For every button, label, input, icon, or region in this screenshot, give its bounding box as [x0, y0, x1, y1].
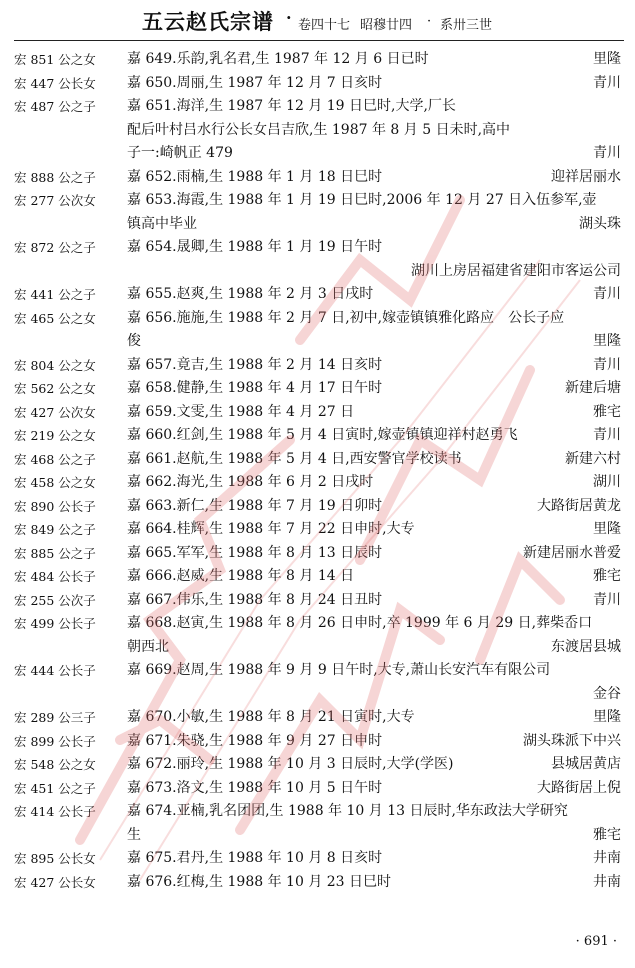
- entry-line: [0, 518, 635, 542]
- entry-line: [0, 636, 635, 660]
- parent-reference: 宏 851 公之女: [14, 52, 96, 67]
- entry-continuation: 子一:崎帆正 479: [127, 145, 233, 161]
- entry-text: 嘉 676.红梅,生 1988 年 10 月 23 日巳时: [127, 873, 392, 890]
- genealogy-entry: [0, 518, 635, 542]
- residence-place: 青川: [593, 356, 621, 373]
- parent-reference: 宏 447 公长女: [14, 75, 96, 91]
- parent-reference: 宏 444 公长子: [14, 663, 96, 678]
- entry-continuation: 俊: [127, 333, 141, 349]
- entry-line: [0, 142, 635, 166]
- genealogy-entry: [0, 448, 635, 472]
- entry-text: 嘉 657.竟吉,生 1988 年 2 月 14 日亥时: [127, 356, 383, 373]
- genealogy-entry: [0, 283, 635, 307]
- page-number: · 691 ·: [575, 934, 617, 949]
- entry-line: [0, 753, 635, 777]
- parent-reference: 宏 427 公长女: [14, 874, 96, 890]
- genealogy-entry: [0, 542, 635, 566]
- genealogy-entry: [0, 48, 635, 72]
- entry-text: 嘉 649.乐韵,乳名君,生 1987 年 12 月 6 日已时: [127, 51, 429, 67]
- entry-line: [0, 307, 635, 331]
- entry-line: [0, 659, 635, 683]
- entry-continuation: 镇高中毕业: [127, 215, 197, 232]
- generation-label: 昭穆廿四: [360, 18, 413, 33]
- genealogy-entry: [0, 565, 635, 589]
- parent-reference: 宏 458 公之女: [14, 475, 96, 490]
- entry-line: [0, 589, 635, 613]
- entry-line: [0, 448, 635, 472]
- residence-place: 雅宅: [593, 403, 621, 420]
- parent-reference: 宏 895 公长女: [14, 851, 96, 866]
- genealogy-entry: [0, 659, 635, 706]
- entry-line: [0, 213, 635, 237]
- entry-line: [0, 72, 635, 96]
- residence-place: 大路街居黄龙: [537, 497, 621, 514]
- entry-text: 嘉 654.晟卿,生 1988 年 1 月 19 日午时: [127, 239, 383, 255]
- residence-place: 湖川上房居福建省建阳市客运公司: [411, 262, 621, 279]
- residence-place: 迎祥居丽水: [551, 168, 621, 185]
- entry-line: [0, 166, 635, 190]
- entry-line: [0, 236, 635, 260]
- entry-continuation: 朝西北: [127, 638, 169, 655]
- residence-place: 大路街居上倪: [537, 779, 621, 796]
- residence-place: 青川: [593, 74, 621, 91]
- genealogy-entry: [0, 471, 635, 495]
- entry-line: [0, 730, 635, 754]
- entry-text: 嘉 651.海洋,生 1987 年 12 月 19 日巳时,大学,厂长: [127, 98, 456, 114]
- entry-text: 嘉 673.洛文,生 1988 年 10 月 5 日午时: [127, 779, 383, 796]
- parent-reference: 宏 888 公之子: [14, 169, 96, 185]
- parent-reference: 宏 804 公之女: [14, 357, 96, 373]
- genealogy-entry: [0, 166, 635, 190]
- genealogy-entry: [0, 847, 635, 871]
- entry-text: 嘉 669.赵周,生 1988 年 9 月 9 日午时,大专,萧山长安汽车有限公司: [127, 662, 551, 678]
- entry-line: [0, 706, 635, 730]
- entry-text: 嘉 668.赵寅,生 1988 年 8 月 26 日申时,卒 1999 年 6 月 29 日,葬柴岙口: [127, 615, 593, 631]
- entry-text: 嘉 667.伟乐,生 1988 年 8 月 24 日丑时: [127, 591, 383, 608]
- residence-place: 新建居丽水普爱: [523, 544, 621, 561]
- genealogy-entry: [0, 495, 635, 519]
- residence-place: 金谷: [593, 685, 621, 702]
- lineage-label: 系卅三世: [440, 18, 493, 33]
- genealogy-entry: [0, 236, 635, 283]
- genealogy-entry: [0, 706, 635, 730]
- genealogy-entry: [0, 95, 635, 166]
- parent-reference: 宏 427 公次女: [14, 404, 96, 420]
- genealogy-entry-list: [0, 48, 635, 894]
- parent-reference: 宏 255 公次子: [14, 592, 96, 608]
- parent-reference: 宏 451 公之子: [14, 780, 96, 796]
- residence-place: 新建后塘: [565, 380, 621, 396]
- residence-place: 井南: [593, 873, 621, 890]
- entry-text: 嘉 653.海霞,生 1988 年 1 月 19 日巳时,2006 年 12 月 27 日入伍参军,壶: [127, 192, 597, 208]
- entry-text: 嘉 663.新仁,生 1988 年 7 月 19 日卯时: [127, 497, 383, 514]
- parent-reference: 宏 441 公之子: [14, 287, 96, 302]
- genealogy-entry: [0, 424, 635, 448]
- parent-reference: 宏 277 公次女: [14, 193, 96, 208]
- entry-text: 嘉 666.赵威,生 1988 年 8 月 14 日: [127, 568, 355, 584]
- entry-line: [0, 471, 635, 495]
- genealogy-entry: [0, 777, 635, 801]
- residence-place: 里隆: [593, 51, 621, 67]
- parent-reference: 宏 562 公之女: [14, 381, 96, 396]
- entry-line: [0, 330, 635, 354]
- entry-text: 嘉 662.海光,生 1988 年 6 月 2 日戌时: [127, 474, 374, 490]
- entry-line: [0, 424, 635, 448]
- residence-place: 里隆: [593, 521, 621, 537]
- entry-continuation: 配后叶村吕水行公长女吕吉欣,生 1987 年 8 月 5 日未时,高中: [127, 121, 511, 138]
- residence-place: 青川: [593, 286, 621, 302]
- entry-line: [0, 777, 635, 801]
- entry-line: [0, 48, 635, 72]
- parent-reference: 宏 219 公之女: [14, 428, 96, 443]
- parent-reference: 宏 885 公之子: [14, 545, 96, 561]
- residence-place: 县城居黄店: [551, 756, 621, 772]
- genealogy-entry: [0, 354, 635, 378]
- entry-text: 嘉 661.赵航,生 1988 年 5 月 4 日,西安警官学校读书: [127, 450, 462, 467]
- title-separator: ·: [286, 8, 292, 27]
- genealogy-entry: [0, 612, 635, 659]
- parent-reference: 宏 289 公三子: [14, 710, 96, 725]
- parent-reference: 宏 465 公之女: [14, 310, 96, 326]
- genealogy-entry: [0, 589, 635, 613]
- entry-line: [0, 871, 635, 895]
- residence-place: 青川: [593, 145, 621, 161]
- residence-place: 新建六村: [565, 450, 621, 467]
- parent-reference: 宏 890 公长子: [14, 498, 96, 514]
- entry-line: [0, 612, 635, 636]
- entry-line: [0, 354, 635, 378]
- entry-line: [0, 495, 635, 519]
- entry-text: 嘉 670.小敏,生 1988 年 8 月 21 日寅时,大专: [127, 709, 415, 725]
- entry-line: [0, 119, 635, 143]
- parent-reference: 宏 468 公之子: [14, 451, 96, 467]
- genealogy-entry: [0, 753, 635, 777]
- genealogy-entry: [0, 871, 635, 895]
- residence-place: 青川: [593, 427, 621, 443]
- entry-text: 嘉 650.周丽,生 1987 年 12 月 7 日亥时: [127, 74, 383, 91]
- parent-reference: 宏 849 公之子: [14, 522, 96, 537]
- entry-text: 嘉 660.红剑,生 1988 年 5 月 4 日寅时,嫁壶镇镇迎祥村赵勇飞: [127, 427, 518, 443]
- entry-text: 嘉 656.施施,生 1988 年 2 月 7 日,初中,嫁壶镇镇雅化路应 公长子应: [127, 309, 565, 326]
- header-separator: ·: [427, 14, 432, 29]
- entry-line: [0, 800, 635, 824]
- entry-line: [0, 189, 635, 213]
- header-rule: [14, 40, 624, 41]
- parent-reference: 宏 487 公之子: [14, 99, 96, 114]
- entry-text: 嘉 664.桂辉,生 1988 年 7 月 22 日申时,大专: [127, 521, 415, 537]
- entry-text: 嘉 665.军军,生 1988 年 8 月 13 日辰时: [127, 544, 383, 561]
- entry-line: [0, 847, 635, 871]
- entry-text: 嘉 658.健静,生 1988 年 4 月 17 日午时: [127, 380, 383, 396]
- entry-line: [0, 683, 635, 707]
- entry-line: [0, 260, 635, 284]
- entry-text: 嘉 672.丽玲,生 1988 年 10 月 3 日辰时,大学(学医): [127, 756, 454, 772]
- genealogy-entry: [0, 72, 635, 96]
- entry-text: 嘉 671.朱骁,生 1988 年 9 月 27 日申时: [127, 732, 383, 749]
- entry-line: [0, 95, 635, 119]
- genealogy-entry: [0, 377, 635, 401]
- volume-label: 卷四十七: [298, 18, 351, 33]
- residence-place: 井南: [593, 850, 621, 866]
- residence-place: 雅宅: [593, 826, 621, 843]
- entry-text: 嘉 659.文雯,生 1988 年 4 月 27 日: [127, 403, 355, 420]
- entry-continuation: 生: [127, 826, 141, 843]
- entry-line: [0, 377, 635, 401]
- residence-place: 里隆: [593, 333, 621, 349]
- parent-reference: 宏 414 公长子: [14, 804, 96, 819]
- entry-text: 嘉 675.君丹,生 1988 年 10 月 8 日亥时: [127, 850, 383, 866]
- parent-reference: 宏 499 公长子: [14, 616, 96, 631]
- parent-reference: 宏 872 公之子: [14, 240, 96, 255]
- residence-place: 湖头珠: [579, 215, 621, 232]
- entry-line: [0, 401, 635, 425]
- residence-place: 雅宅: [593, 568, 621, 584]
- genealogy-entry: [0, 800, 635, 847]
- page-header: [0, 0, 635, 42]
- entry-line: [0, 283, 635, 307]
- parent-reference: 宏 484 公长子: [14, 569, 96, 584]
- entry-text: 嘉 674.亚楠,乳名团团,生 1988 年 10 月 13 日辰时,华东政法大学研究: [127, 803, 568, 819]
- residence-place: 里隆: [593, 709, 621, 725]
- parent-reference: 宏 548 公之女: [14, 757, 96, 772]
- residence-place: 湖头珠派下中兴: [523, 732, 621, 749]
- entry-text: 嘉 655.赵爽,生 1988 年 2 月 3 日戌时: [127, 286, 374, 302]
- book-title: 五云赵氏宗谱: [142, 9, 274, 34]
- entry-text: 嘉 652.雨楠,生 1988 年 1 月 18 日巳时: [127, 168, 383, 185]
- genealogy-entry: [0, 307, 635, 354]
- genealogy-entry: [0, 189, 635, 236]
- genealogy-entry: [0, 730, 635, 754]
- parent-reference: 宏 899 公长子: [14, 733, 96, 749]
- entry-line: [0, 542, 635, 566]
- entry-line: [0, 565, 635, 589]
- genealogy-entry: [0, 401, 635, 425]
- entry-line: [0, 824, 635, 848]
- residence-place: 青川: [593, 591, 621, 608]
- residence-place: 湖川: [593, 474, 621, 490]
- residence-place: 东渡居县城: [551, 638, 621, 655]
